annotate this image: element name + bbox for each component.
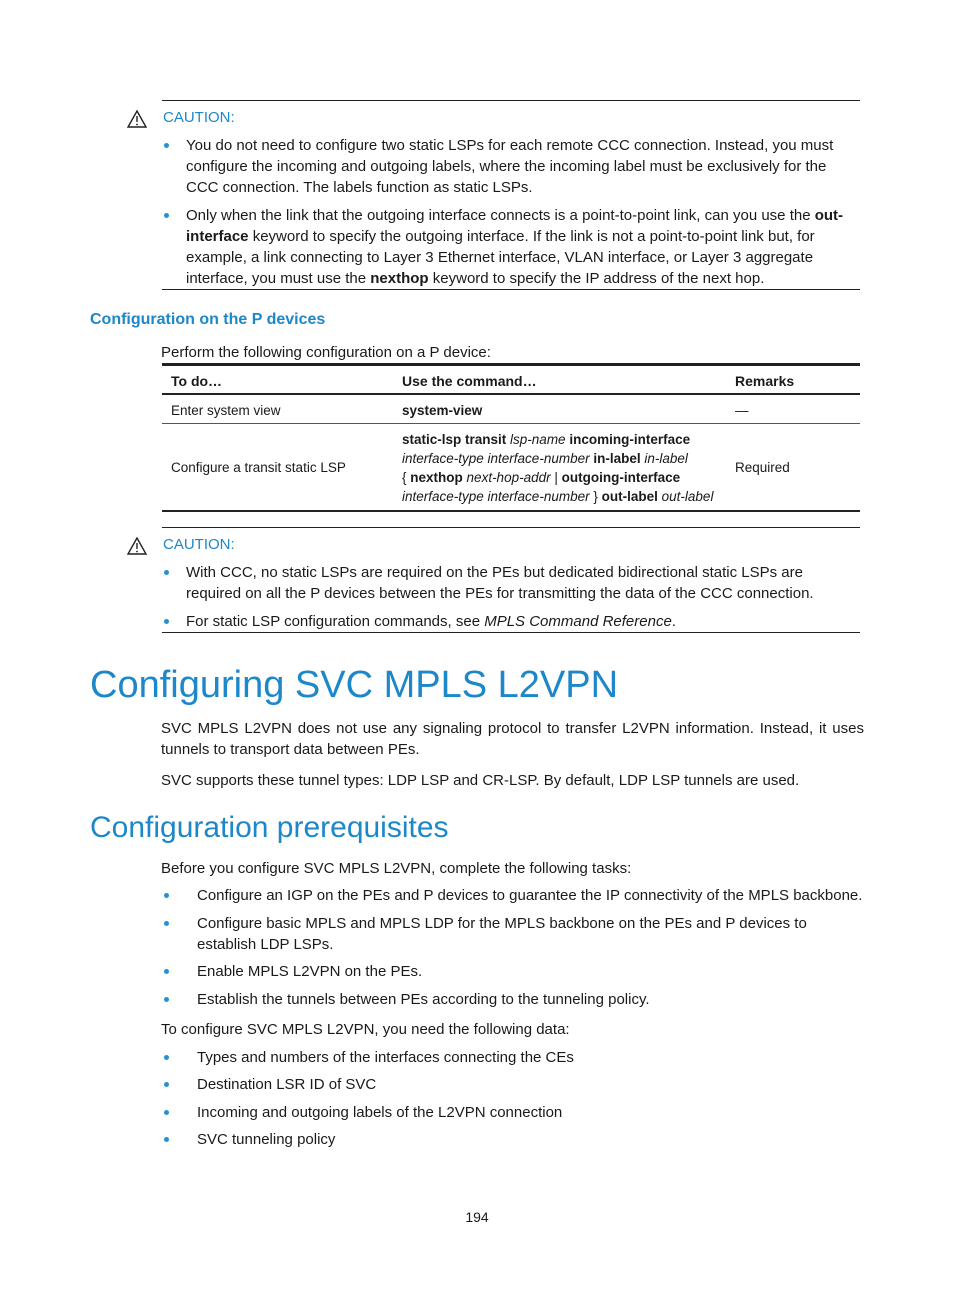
caution2-bullet2 [186, 611, 862, 632]
chapter-heading: Configuring SVC MPLS L2VPN [90, 664, 619, 706]
text-fragment: keyword to specify the outgoing interface. If the link is not a point-to-point link but, for example, a link connecting to Layer 3 Ethernet interface, VLAN interface, or Layer 3 aggregate interface, you must use the [186, 228, 815, 287]
table-header-rule [162, 393, 860, 395]
caution2-title: CAUTION: [163, 536, 235, 553]
keyword: out-label [601, 489, 658, 504]
table-row1-remarks: — [735, 403, 749, 418]
reference-link: MPLS Command Reference [484, 613, 672, 630]
argument: in-label [644, 451, 688, 466]
table-row-rule [162, 423, 860, 424]
brace: { [402, 470, 407, 485]
caution1-bullet1: You do not need to configure two static LSPs for each remote CCC connection. Instead, you must configure the incoming and outgoing labels, where the incoming label must be exclusively for the CCC connection. The labels function as static LSPs. [186, 137, 834, 196]
table-header-remarks: Remarks [735, 373, 795, 389]
text-fragment: For static LSP configuration commands, see [186, 613, 485, 630]
bullet-dot [164, 1082, 169, 1087]
caution1-bullet2 [186, 205, 862, 289]
data-item: SVC tunneling policy [197, 1131, 336, 1148]
command-line [402, 487, 732, 506]
table-header-todo: To do… [171, 373, 223, 389]
bullet-dot [164, 143, 169, 148]
svc-paragraph-2: SVC supports these tunnel types: LDP LSP and CR-LSP. By default, LDP LSP tunnels are used. [161, 772, 800, 789]
data-intro: To configure SVC MPLS L2VPN, you need the following data: [161, 1021, 570, 1038]
bullet-dot [164, 1055, 169, 1060]
command-line [402, 430, 732, 449]
text-fragment: . [671, 613, 676, 630]
keyword-nexthop: nexthop [370, 270, 429, 287]
bullet-dot [164, 921, 169, 926]
bullet-dot [164, 1110, 169, 1115]
task-item: Enable MPLS L2VPN on the PEs. [197, 963, 423, 980]
task-item: Configure basic MPLS and MPLS LDP for the MPLS backbone on the PEs and P devices to establish LDP LSPs. [197, 915, 807, 953]
argument: lsp-name [510, 432, 566, 447]
page-number: 194 [465, 1209, 489, 1225]
keyword: nexthop [410, 470, 463, 485]
data-item: Incoming and outgoing labels of the L2VPN connection [197, 1104, 563, 1121]
bullet-dot [164, 969, 169, 974]
caution1-title: CAUTION: [163, 109, 235, 126]
task-item: Configure an IGP on the PEs and P devices to guarantee the IP connectivity of the MPLS backbone. [197, 887, 863, 904]
command-line [402, 449, 732, 468]
keyword: incoming-interface [569, 432, 691, 447]
section-heading-p-devices: Configuration on the P devices [90, 311, 326, 328]
brace: } [593, 489, 598, 504]
text-fragment: keyword to specify the IP address of the next hop. [428, 270, 765, 287]
bullet-dot [164, 893, 169, 898]
command-table [162, 363, 860, 513]
bullet-dot [164, 570, 169, 575]
table-header-command: Use the command… [402, 373, 537, 389]
bullet-dot [164, 619, 169, 624]
svc-paragraph-1: SVC MPLS L2VPN does not use any signaling protocol to transfer L2VPN information. Instead, it uses tunnels to transport data between PEs. [161, 720, 864, 758]
caution1-bottom-rule [162, 289, 860, 290]
bullet-dot [164, 997, 169, 1002]
bullet-dot [164, 213, 169, 218]
keyword: in-label [593, 451, 641, 466]
caution1-top-rule [162, 100, 860, 101]
table-row1-todo: Enter system view [171, 403, 281, 418]
data-item: Types and numbers of the interfaces connecting the CEs [197, 1049, 574, 1066]
caution2-bottom-rule [162, 632, 860, 633]
keyword: static-lsp transit [402, 432, 507, 447]
section-p-intro: Perform the following configuration on a P device: [161, 344, 491, 361]
text-fragment: Only when the link that the outgoing interface connects is a point-to-point link, can you use the [186, 207, 815, 224]
data-item: Destination LSR ID of SVC [197, 1076, 377, 1093]
command-system-view: system-view [402, 403, 483, 418]
argument: next-hop-addr [466, 470, 551, 485]
table-row2-command [402, 430, 732, 506]
argument: interface-type interface-number [402, 451, 590, 466]
argument: interface-type interface-number [402, 489, 590, 504]
table-row1-command [402, 401, 482, 420]
caution2-bullet1: With CCC, no static LSPs are required on the PEs but dedicated bidirectional static LSPs are required on all the P devices between the PEs for transmitting the data of the CCC connection. [186, 564, 814, 602]
command-line [402, 468, 732, 487]
table-bottom-rule [162, 510, 860, 512]
caution2-top-rule [162, 527, 860, 528]
bullet-dot [164, 1137, 169, 1142]
argument: out-label [661, 489, 714, 504]
task-item: Establish the tunnels between PEs according to the tunneling policy. [197, 991, 650, 1008]
keyword: outgoing-interface [561, 470, 681, 485]
pipe: | [554, 470, 558, 485]
warning-triangle-icon [127, 537, 147, 555]
section-heading-prerequisites: Configuration prerequisites [90, 811, 449, 844]
table-top-rule [162, 363, 860, 366]
prereq-intro: Before you configure SVC MPLS L2VPN, complete the following tasks: [161, 860, 632, 877]
table-row2-todo: Configure a transit static LSP [171, 460, 346, 475]
warning-triangle-icon [127, 110, 147, 128]
table-row2-remarks: Required [735, 460, 790, 475]
keyword-out-interface: out-interface [186, 207, 844, 245]
